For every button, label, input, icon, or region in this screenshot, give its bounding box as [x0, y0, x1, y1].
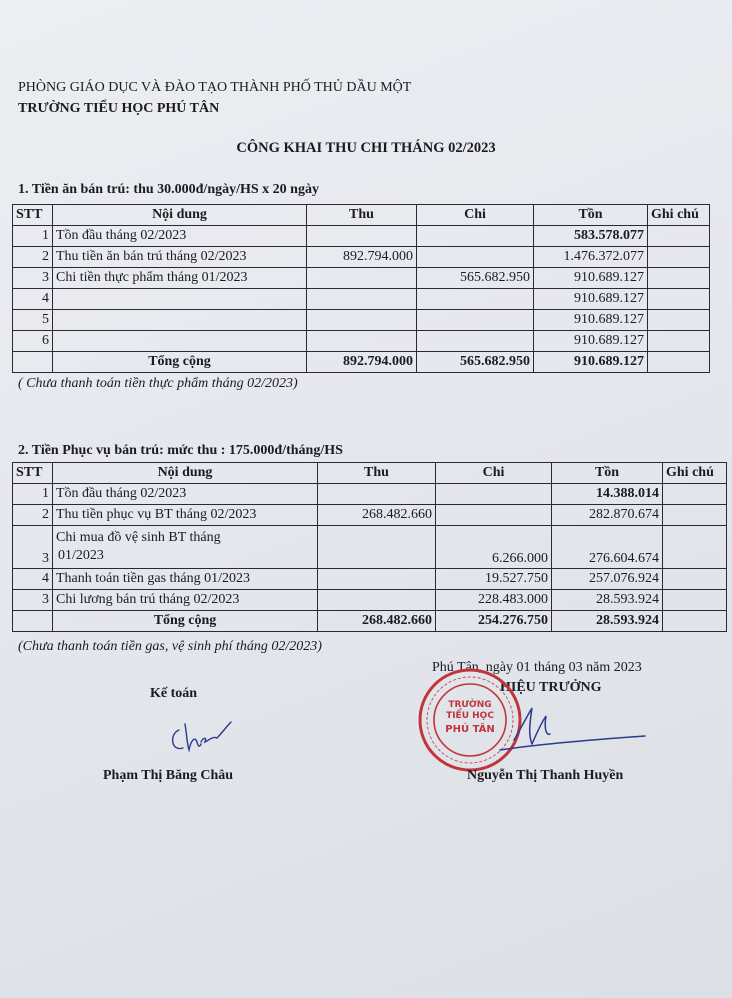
- table-row: [13, 569, 727, 590]
- cell-stt: [13, 352, 53, 373]
- cell-stt: 3: [13, 268, 53, 289]
- cell-content-line-1: Chi mua đồ vệ sinh BT tháng: [56, 530, 221, 545]
- cell-expense: [417, 247, 534, 268]
- school-name: TRƯỜNG TIỂU HỌC PHÚ TÂN: [18, 101, 220, 116]
- cell-note: [663, 505, 727, 526]
- cell-stt: 3: [13, 526, 53, 569]
- accountant-name: Phạm Thị Băng Châu: [103, 768, 234, 783]
- cell-note: [648, 226, 710, 247]
- table-row: [13, 484, 727, 505]
- cell-expense: [417, 289, 534, 310]
- table-row: [13, 268, 710, 289]
- cell-stt: 6: [13, 331, 53, 352]
- cell-stt: 1: [13, 226, 53, 247]
- cell-note: [648, 247, 710, 268]
- section-2-heading: 2. Tiền Phục vụ bán trú: mức thu : 175.000đ/tháng/HS: [18, 443, 343, 458]
- table-row: [13, 526, 727, 569]
- cell-stt: 1: [13, 484, 53, 505]
- cell-income: [307, 289, 417, 310]
- total-row: [13, 611, 727, 632]
- cell-content: [53, 526, 318, 569]
- cell-note: [663, 590, 727, 611]
- total-expense: 565.682.950: [417, 352, 534, 373]
- department-name: PHÒNG GIÁO DỤC VÀ ĐÀO TẠO THÀNH PHỐ THỦ DẦU MỘT: [18, 80, 412, 95]
- principal-name: Nguyễn Thị Thanh Huyền: [467, 768, 624, 783]
- cell-note: [663, 484, 727, 505]
- cell-content: Thu tiền ăn bán trú tháng 02/2023: [53, 247, 307, 268]
- col-content: Nội dung: [53, 463, 318, 484]
- document-title: CÔNG KHAI THU CHI THÁNG 02/2023: [236, 140, 496, 156]
- cell-income: [318, 484, 436, 505]
- cell-balance: 583.578.077: [534, 226, 648, 247]
- seal-text-line-3: PHÚ TÂN: [445, 724, 495, 735]
- table-row: [13, 310, 710, 331]
- cell-content: [53, 310, 307, 331]
- cell-stt: 5: [13, 310, 53, 331]
- cell-note: [663, 526, 727, 569]
- cell-content: Thu tiền phục vụ BT tháng 02/2023: [53, 505, 318, 526]
- total-income: 892.794.000: [307, 352, 417, 373]
- table-header-row: [13, 463, 727, 484]
- cell-note: [648, 331, 710, 352]
- col-stt: STT: [13, 463, 53, 484]
- cell-balance: 276.604.674: [552, 526, 663, 569]
- table-header-row: [13, 205, 710, 226]
- cell-balance: 282.870.674: [552, 505, 663, 526]
- seal-text-line-1: TRƯỜNG: [448, 700, 492, 710]
- total-expense: 254.276.750: [436, 611, 552, 632]
- col-stt: STT: [13, 205, 53, 226]
- cell-content: Tồn đầu tháng 02/2023: [53, 484, 318, 505]
- cell-income: [318, 590, 436, 611]
- cell-expense: 228.483.000: [436, 590, 552, 611]
- accountant-title: Kế toán: [150, 686, 198, 701]
- cell-note: [663, 611, 727, 632]
- section-2-footnote: (Chưa thanh toán tiền gas, vệ sinh phí tháng 02/2023): [18, 639, 322, 654]
- cell-balance: 910.689.127: [534, 289, 648, 310]
- principal-signature: [480, 700, 650, 760]
- cell-note: [648, 310, 710, 331]
- col-notes: Ghi chú: [648, 205, 710, 226]
- principal-title: HIỆU TRƯỞNG: [500, 680, 602, 695]
- cell-balance: 14.388.014: [552, 484, 663, 505]
- cell-balance: 910.689.127: [534, 331, 648, 352]
- cell-stt: [13, 611, 53, 632]
- cell-stt: 4: [13, 569, 53, 590]
- col-income: Thu: [318, 463, 436, 484]
- cell-expense: [417, 310, 534, 331]
- total-income: 268.482.660: [318, 611, 436, 632]
- total-label: Tổng cộng: [53, 352, 307, 373]
- cell-income: [318, 569, 436, 590]
- table-row: [13, 505, 727, 526]
- cell-stt: 3: [13, 590, 53, 611]
- col-income: Thu: [307, 205, 417, 226]
- col-expense: Chi: [436, 463, 552, 484]
- place-and-date: Phú Tân, ngày 01 tháng 03 năm 2023: [432, 660, 642, 675]
- cell-balance: 910.689.127: [534, 268, 648, 289]
- cell-expense: 19.527.750: [436, 569, 552, 590]
- cell-expense: [436, 505, 552, 526]
- table-row: [13, 590, 727, 611]
- cell-content-line-2: 01/2023: [58, 548, 104, 563]
- total-label: Tổng cộng: [53, 611, 318, 632]
- table-row: [13, 289, 710, 310]
- cell-balance: 28.593.924: [552, 590, 663, 611]
- cell-expense: 6.266.000: [436, 526, 552, 569]
- total-balance: 28.593.924: [552, 611, 663, 632]
- cell-stt: 2: [13, 247, 53, 268]
- table-row: [13, 247, 710, 268]
- cell-content: [53, 331, 307, 352]
- cell-income: [307, 226, 417, 247]
- cell-note: [648, 352, 710, 373]
- section-1-table: [12, 204, 710, 373]
- cell-content: [53, 289, 307, 310]
- table-row: [13, 331, 710, 352]
- cell-stt: 4: [13, 289, 53, 310]
- total-balance: 910.689.127: [534, 352, 648, 373]
- section-1-footnote: ( Chưa thanh toán tiền thực phẩm tháng 02/2023): [18, 376, 298, 391]
- col-balance: Tồn: [552, 463, 663, 484]
- cell-content: Tồn đầu tháng 02/2023: [53, 226, 307, 247]
- cell-income: [318, 526, 436, 569]
- cell-content: Thanh toán tiền gas tháng 01/2023: [53, 569, 318, 590]
- cell-content: Chi lương bán trú tháng 02/2023: [53, 590, 318, 611]
- cell-income: 892.794.000: [307, 247, 417, 268]
- cell-expense: 565.682.950: [417, 268, 534, 289]
- cell-income: [307, 268, 417, 289]
- col-balance: Tồn: [534, 205, 648, 226]
- cell-stt: 2: [13, 505, 53, 526]
- cell-income: [307, 331, 417, 352]
- cell-note: [648, 289, 710, 310]
- cell-income: [307, 310, 417, 331]
- section-1-heading: 1. Tiền ăn bán trú: thu 30.000đ/ngày/HS x 20 ngày: [18, 182, 319, 197]
- cell-income: 268.482.660: [318, 505, 436, 526]
- section-2-table: [12, 462, 727, 632]
- col-notes: Ghi chú: [663, 463, 727, 484]
- cell-expense: [436, 484, 552, 505]
- cell-expense: [417, 331, 534, 352]
- cell-note: [663, 569, 727, 590]
- cell-expense: [417, 226, 534, 247]
- accountant-signature: [165, 712, 235, 758]
- col-expense: Chi: [417, 205, 534, 226]
- total-row: [13, 352, 710, 373]
- col-content: Nội dung: [53, 205, 307, 226]
- cell-balance: 910.689.127: [534, 310, 648, 331]
- cell-content: Chi tiền thực phẩm tháng 01/2023: [53, 268, 307, 289]
- cell-balance: 257.076.924: [552, 569, 663, 590]
- cell-note: [648, 268, 710, 289]
- seal-text-line-2: TIỂU HỌC: [446, 711, 494, 721]
- cell-balance: 1.476.372.077: [534, 247, 648, 268]
- table-row: [13, 226, 710, 247]
